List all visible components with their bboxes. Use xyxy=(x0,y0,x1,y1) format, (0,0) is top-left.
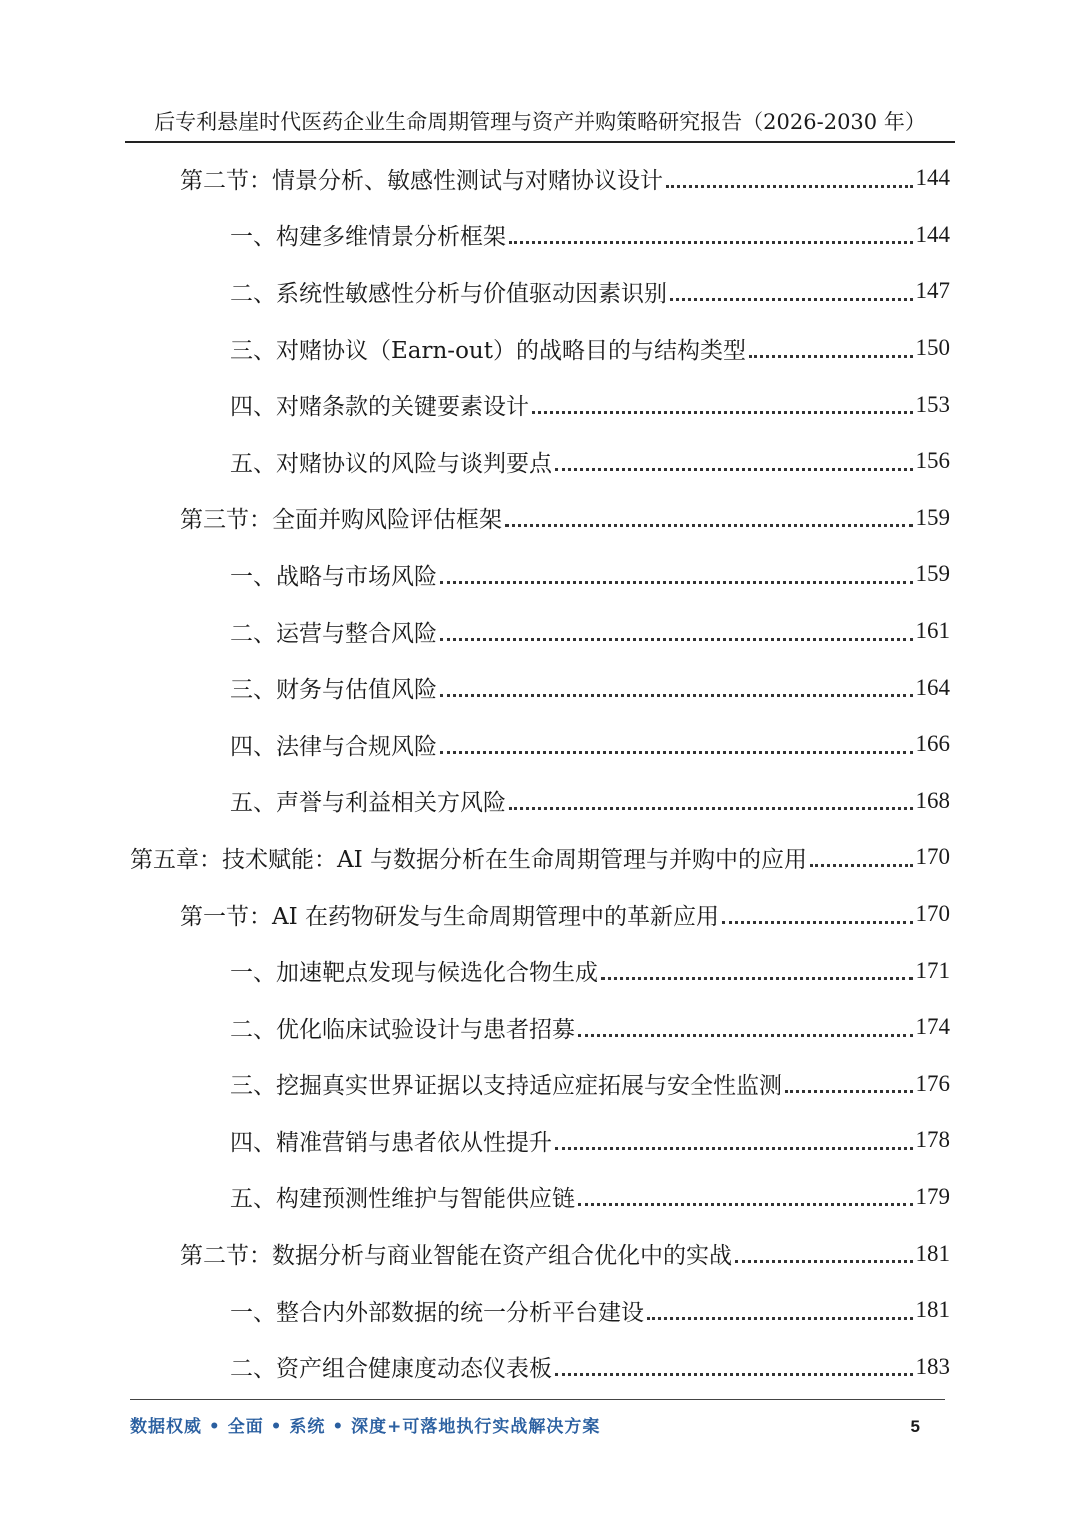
toc-entry-page: 170 xyxy=(915,844,950,870)
toc-dot-leader xyxy=(509,241,913,244)
toc-entry[interactable] xyxy=(0,829,1080,886)
toc-entry-title: 三、挖掘真实世界证据以支持适应症拓展与安全性监测 xyxy=(230,1073,782,1100)
toc-entry-title: 二、优化临床试验设计与患者招募 xyxy=(230,1016,575,1043)
toc-entry[interactable] xyxy=(0,376,1080,433)
toc-entry-title: 五、对赌协议的风险与谈判要点 xyxy=(230,450,552,477)
toc-dot-leader xyxy=(505,524,913,527)
toc-entry-page: 144 xyxy=(915,221,950,247)
toc-dot-leader xyxy=(509,807,913,810)
toc-dot-leader xyxy=(578,1034,913,1037)
toc-entry-title: 四、精准营销与患者依从性提升 xyxy=(230,1129,552,1156)
toc-entry-page: 147 xyxy=(915,278,950,304)
toc-entry-title: 四、对赌条款的关键要素设计 xyxy=(230,394,529,421)
toc-dot-leader xyxy=(666,185,913,188)
toc-entry[interactable] xyxy=(0,1338,1080,1395)
toc-entry[interactable] xyxy=(0,942,1080,999)
toc-entry[interactable] xyxy=(0,150,1080,207)
toc-entry[interactable] xyxy=(0,1169,1080,1226)
toc-entry-page: 166 xyxy=(915,731,950,757)
report-title: 后专利悬崖时代医药企业生命周期管理与资产并购策略研究报告（2026-2030 年） xyxy=(154,110,926,134)
toc-entry[interactable] xyxy=(0,716,1080,773)
toc-entry[interactable] xyxy=(0,659,1080,716)
toc-entry[interactable] xyxy=(0,1282,1080,1339)
toc-dot-leader xyxy=(578,1203,913,1206)
toc-entry-title: 一、加速靶点发现与候选化合物生成 xyxy=(230,960,598,987)
toc-entry-title: 第一节：AI 在药物研发与生命周期管理中的革新应用 xyxy=(180,903,720,930)
toc-dot-leader xyxy=(735,1260,913,1263)
toc-entry[interactable] xyxy=(0,263,1080,320)
table-of-contents xyxy=(0,150,1080,1395)
toc-entry-page: 168 xyxy=(915,787,950,813)
toc-entry[interactable] xyxy=(0,546,1080,603)
toc-entry-page: 156 xyxy=(915,448,950,474)
toc-entry[interactable] xyxy=(0,490,1080,547)
toc-entry[interactable] xyxy=(0,603,1080,660)
toc-entry[interactable] xyxy=(0,773,1080,830)
toc-dot-leader xyxy=(749,355,913,358)
toc-entry-title: 一、战略与市场风险 xyxy=(230,563,437,590)
toc-dot-leader xyxy=(647,1317,913,1320)
toc-entry-title: 二、系统性敏感性分析与价值驱动因素识别 xyxy=(230,280,667,307)
toc-dot-leader xyxy=(532,411,913,414)
page-number: 5 xyxy=(910,1417,920,1436)
toc-entry-page: 174 xyxy=(915,1014,950,1040)
toc-entry-title: 五、声誉与利益相关方风险 xyxy=(230,790,506,817)
toc-entry-page: 176 xyxy=(915,1070,950,1096)
toc-entry-page: 183 xyxy=(915,1353,950,1379)
toc-entry-title: 二、资产组合健康度动态仪表板 xyxy=(230,1356,552,1383)
toc-entry-title: 三、财务与估值风险 xyxy=(230,677,437,704)
toc-entry[interactable] xyxy=(0,1056,1080,1113)
toc-entry-title: 一、构建多维情景分析框架 xyxy=(230,224,506,251)
toc-entry[interactable] xyxy=(0,1225,1080,1282)
toc-dot-leader xyxy=(555,468,913,471)
footer-slogan: 数据权威 • 全面 • 系统 • 深度+可落地执行实战解决方案 xyxy=(130,1417,601,1437)
toc-entry-page: 170 xyxy=(915,901,950,927)
toc-dot-leader xyxy=(440,694,913,697)
toc-entry-page: 171 xyxy=(915,957,950,983)
toc-entry-page: 181 xyxy=(915,1240,950,1266)
toc-entry-title: 第二节：情景分析、敏感性测试与对赌协议设计 xyxy=(180,167,663,194)
toc-entry-title: 二、运营与整合风险 xyxy=(230,620,437,647)
toc-dot-leader xyxy=(601,977,913,980)
toc-dot-leader xyxy=(785,1090,913,1093)
toc-entry-page: 178 xyxy=(915,1127,950,1153)
toc-entry[interactable] xyxy=(0,320,1080,377)
toc-entry-page: 159 xyxy=(915,561,950,587)
toc-dot-leader xyxy=(440,751,913,754)
toc-entry-page: 179 xyxy=(915,1183,950,1209)
toc-entry-page: 153 xyxy=(915,391,950,417)
footer-divider xyxy=(130,1399,945,1400)
toc-entry-title: 一、整合内外部数据的统一分析平台建设 xyxy=(230,1299,644,1326)
toc-entry-page: 150 xyxy=(915,335,950,361)
toc-entry-title: 三、对赌协议（Earn-out）的战略目的与结构类型 xyxy=(230,337,746,364)
toc-entry-page: 181 xyxy=(915,1297,950,1323)
toc-entry-title: 第五章：技术赋能：AI 与数据分析在生命周期管理与并购中的应用 xyxy=(130,846,808,873)
toc-entry-title: 四、法律与合规风险 xyxy=(230,733,437,760)
toc-entry[interactable] xyxy=(0,207,1080,264)
toc-entry[interactable] xyxy=(0,886,1080,943)
toc-dot-leader xyxy=(440,581,913,584)
toc-entry[interactable] xyxy=(0,1112,1080,1169)
toc-entry-page: 164 xyxy=(915,674,950,700)
toc-entry-title: 第三节：全面并购风险评估框架 xyxy=(180,507,502,534)
toc-entry-title: 第二节：数据分析与商业智能在资产组合优化中的实战 xyxy=(180,1243,732,1270)
toc-entry[interactable] xyxy=(0,433,1080,490)
toc-dot-leader xyxy=(810,864,912,867)
toc-entry-title: 五、构建预测性维护与智能供应链 xyxy=(230,1186,575,1213)
toc-dot-leader xyxy=(440,638,913,641)
toc-dot-leader xyxy=(555,1147,913,1150)
toc-entry-page: 144 xyxy=(915,165,950,191)
toc-entry-page: 159 xyxy=(915,504,950,530)
toc-dot-leader xyxy=(722,921,912,924)
toc-dot-leader xyxy=(555,1373,913,1376)
header-divider xyxy=(125,141,955,143)
toc-entry-page: 161 xyxy=(915,618,950,644)
toc-dot-leader xyxy=(670,298,913,301)
toc-entry[interactable] xyxy=(0,999,1080,1056)
